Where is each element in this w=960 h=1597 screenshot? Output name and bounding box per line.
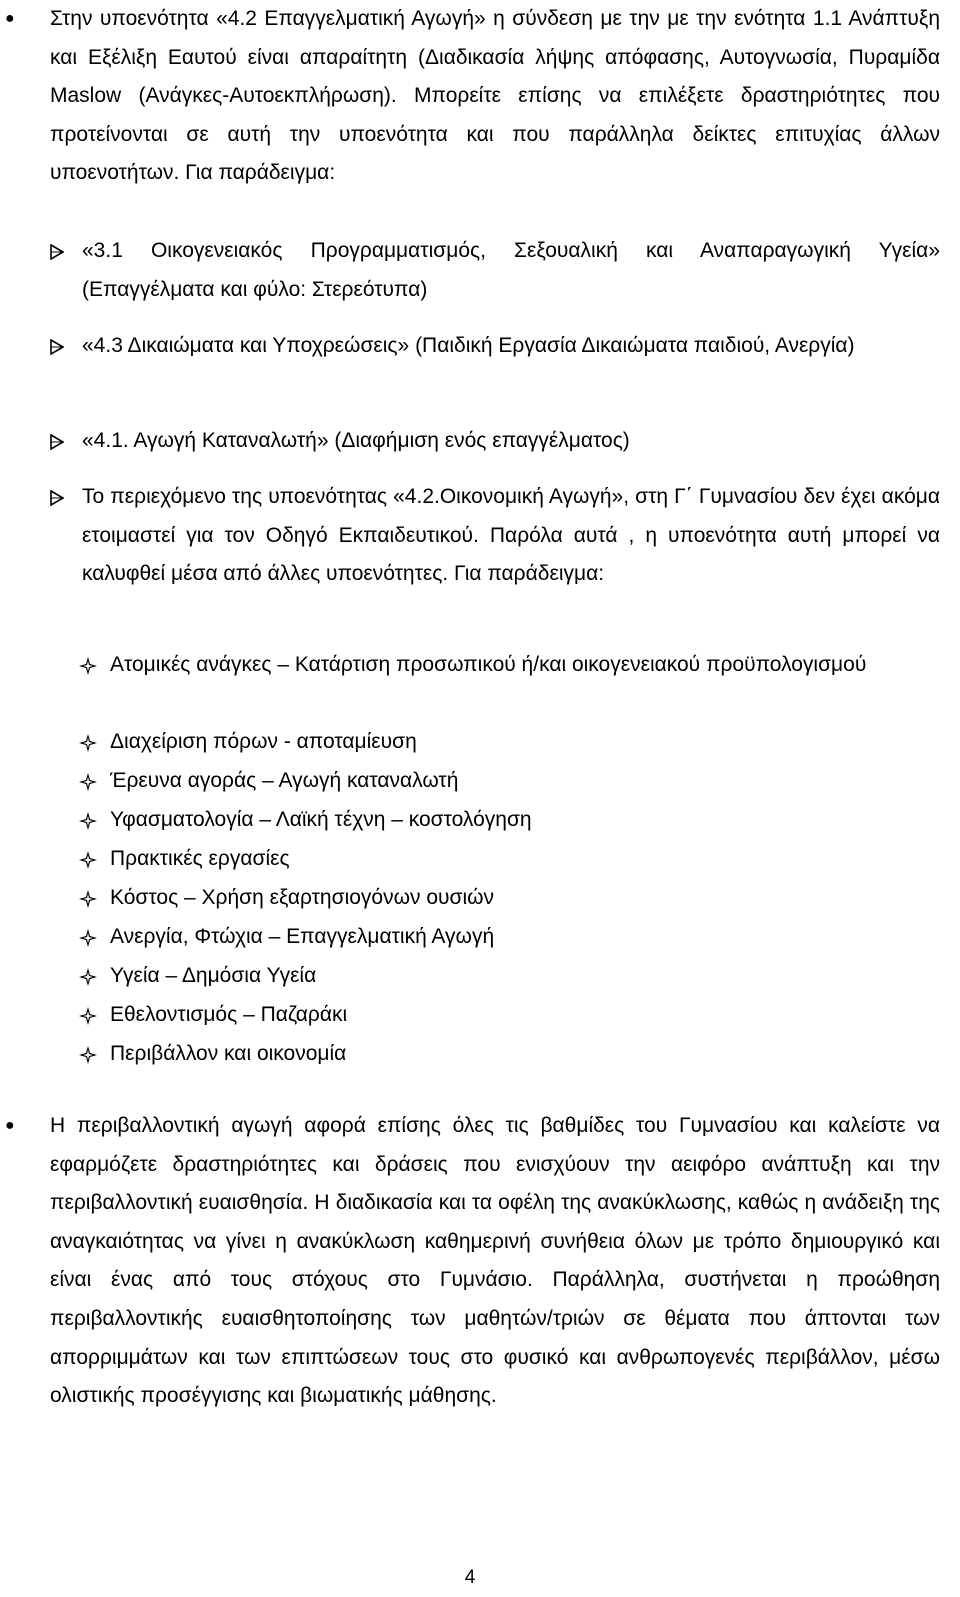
diamond-item-text: Εθελοντισμός – Παζαράκι xyxy=(110,1003,348,1026)
arrow-list-item xyxy=(0,422,960,460)
diamond-item-text: Κόστος – Χρήση εξαρτησιογόνων ουσιών xyxy=(110,886,495,909)
bullet-dot-icon: ● xyxy=(5,10,15,27)
diamond-bullet-icon xyxy=(78,889,98,909)
arrow-item-text: Το περιεχόμενο της υποενότητας «4.2.Οικονομική Αγωγή», στη Γ΄ Γυμνασίου δεν έχει ακόμα ετοιμαστεί για τον Οδηγό Εκπαιδευτικού. Παρόλα αυτά , η υποενότητα αυτή μπορεί να καλυφθεί μέσα από άλλες υποενότητες. Για παράδειγμα: xyxy=(82,485,940,586)
arrow-item-text: «4.3 Δικαιώματα και Υποχρεώσεις» (Παιδική Εργασία Δικαιώματα παιδιού, Ανεργία) xyxy=(82,334,855,357)
environment-paragraph: Η περιβαλλοντική αγωγή αφορά επίσης όλες τις βαθμίδες του Γυμνασίου και καλείστε να εφαρμόζετε δραστηριότητες και δράσεις που ενισχύουν την αειφόρο ανάπτυξη και την περιβαλλοντική ευαισθησία. Η διαδικασία και τα οφέλη της ανακύκλωσης, καθώς η ανάδειξη της αναγκαιότητας να γίνει η ανακύκλωση καθημερινή συνήθεια όλων με τρόπο δημιουργικό και είναι ένας από τους στόχους στο Γυμνάσιο. Παράλληλα, συστήνεται η προώθηση περιβαλλοντικής ευαισθητοποίησης των μαθητών/τριών σε θέματα που άπτονται των απορριμμάτων και των επιπτώσεων τους στο φυσικό και ανθρωπογενές περιβάλλον, μέσω ολιστικής προσέγγισης και βιωματικής μάθησης. xyxy=(50,1114,940,1408)
arrow-list-item xyxy=(0,478,960,633)
intro-paragraph: Στην υποενότητα «4.2 Επαγγελματική Αγωγή» η σύνδεση με την με την ενότητα 1.1 Ανάπτυξη και Εξέλιξη Εαυτού είναι απαραίτητη (Διαδικασία λήψης απόφασης, Αυτογνωσία, Πυραμίδα Maslow (Ανάγκες-Αυτοεκπλήρωση). Μπορείτε επίσης να επιλέξετε δραστηριότητες που προτείνονται σε αυτή την υποενότητα και που παράλληλα δείκτες επιτυχίας άλλων υποενοτήτων. Για παράδειγμα: xyxy=(50,7,940,185)
arrow-bullet-icon xyxy=(50,327,66,365)
diamond-bullet-icon xyxy=(78,772,98,792)
diamond-bullet-icon xyxy=(78,733,98,753)
arrow-bullet-icon xyxy=(50,232,66,270)
diamond-item-text: Περιβάλλον και οικονομία xyxy=(110,1042,347,1065)
page-number: 4 xyxy=(464,1567,476,1588)
diamond-item-text: Έρευνα αγοράς – Αγωγή καταναλωτή xyxy=(110,769,459,792)
arrow-bullet-icon xyxy=(50,422,66,460)
diamond-bullet-icon xyxy=(78,811,98,831)
diamond-item-text: Υγεία – Δημόσια Υγεία xyxy=(110,964,317,987)
diamond-bullet-icon xyxy=(78,928,98,948)
diamond-bullet-icon xyxy=(78,967,98,987)
arrow-item-text: «3.1 Οικογενειακός Προγραμματισμός, Σεξουαλική και Αναπαραγωγική Υγεία» (Επαγγέλματα και φύλο: Στερεότυπα) xyxy=(82,239,940,301)
diamond-item-text: Ατομικές ανάγκες – Κατάρτιση προσωπικού ή/και οικογενειακού προϋπολογισμού xyxy=(110,653,867,676)
arrow-list-item xyxy=(0,232,960,309)
diamond-item-text: Πρακτικές εργασίες xyxy=(110,847,290,870)
diamond-bullet-icon xyxy=(78,1045,98,1065)
arrow-list-item xyxy=(0,327,960,404)
diamond-list-item xyxy=(78,646,940,723)
diamond-bullet-icon xyxy=(78,656,98,676)
diamond-bullet-icon xyxy=(78,1006,98,1026)
bullet-dot-icon: ● xyxy=(5,1117,15,1134)
diamond-item-text: Διαχείριση πόρων - αποταμίευση xyxy=(110,730,417,753)
diamond-bullet-icon xyxy=(78,850,98,870)
arrow-item-text: «4.1. Αγωγή Καταναλωτή» (Διαφήμιση ενός επαγγέλματος) xyxy=(82,429,630,452)
diamond-item-text: Ανεργία, Φτώχια – Επαγγελματική Αγωγή xyxy=(110,925,495,948)
arrow-bullet-icon xyxy=(50,478,66,516)
diamond-item-text: Υφασματολογία – Λαϊκή τέχνη – κοστολόγηση xyxy=(110,808,532,831)
